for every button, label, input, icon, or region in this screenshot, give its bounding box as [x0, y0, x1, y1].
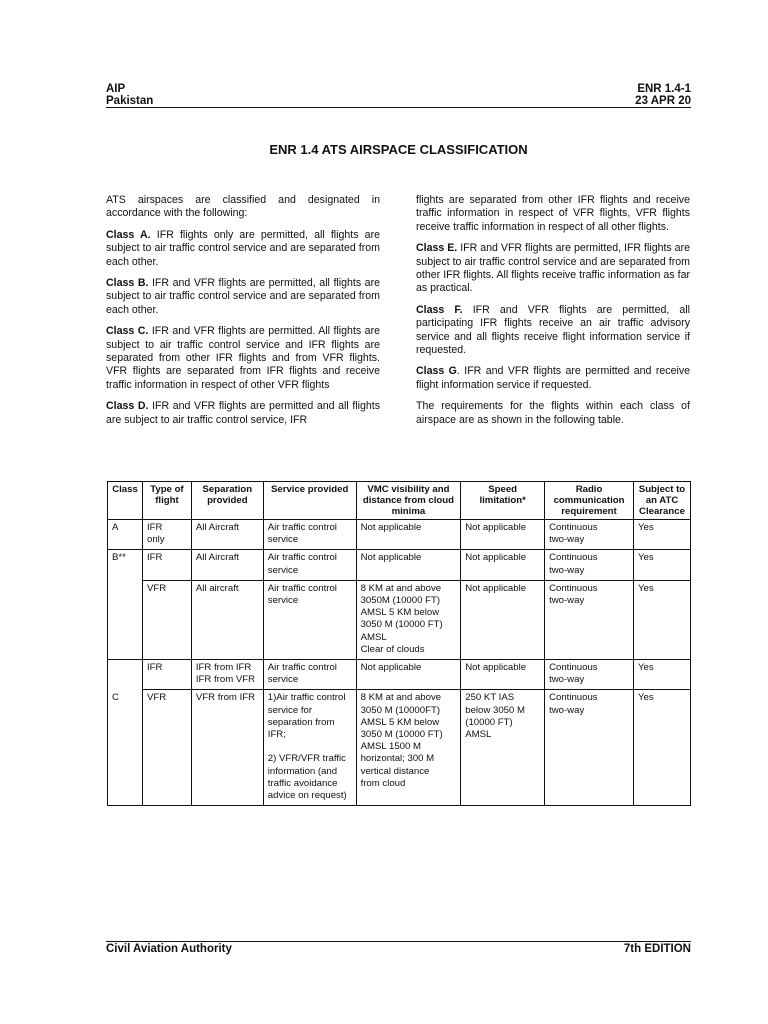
class-b-label: Class B.	[106, 277, 149, 290]
header-type-of-flight: Type of flight	[142, 482, 191, 520]
header-atc-clearance: Subject to an ATC Clearance	[633, 482, 690, 520]
table-row	[108, 690, 691, 806]
cell-service: Air traffic control service	[263, 660, 356, 690]
class-d-text: IFR and VFR flights are permitted and all flights are subject to air traffic control service, IFR	[106, 400, 380, 426]
class-g-label: Class G	[416, 365, 457, 378]
class-b-paragraph	[106, 277, 380, 317]
page-reference: ENR 1.4-1	[637, 83, 691, 95]
class-f-label: Class F.	[416, 303, 463, 316]
cell-radio: Continuous two-way	[545, 520, 634, 550]
header-separation-provided: Separation provided	[191, 482, 263, 520]
cell-clearance: Yes	[633, 660, 690, 690]
class-g-text: . IFR and VFR flights are permitted and receive flight information service if requested.	[416, 365, 691, 391]
header-rule	[106, 107, 691, 108]
cell-type: VFR	[142, 580, 191, 659]
cell-vmc: 8 KM at and above 3050M (10000 FT) AMSL 5 KM below 3050 M (10000 FT) AMSL Clear of clouds	[356, 580, 461, 659]
footer-edition: 7th EDITION	[623, 943, 691, 955]
cell-separation: All Aircraft	[191, 550, 263, 580]
footer-rule	[106, 941, 691, 942]
cell-type: IFR	[142, 660, 191, 690]
table-header-row	[108, 482, 691, 520]
cell-vmc: Not applicable	[356, 550, 461, 580]
table-row	[108, 660, 691, 690]
header-speed-limitation: Speed limitation*	[461, 482, 545, 520]
cell-vmc: Not applicable	[356, 520, 461, 550]
cell-type: VFR	[142, 690, 191, 806]
class-e-text: IFR and VFR flights are permitted, IFR flights are subject to air traffic control service and are separated from other IFR flights. All flights receive traffic information as far as practical.	[416, 242, 690, 295]
header-class: Class	[108, 482, 143, 520]
document-header-left	[106, 83, 153, 107]
page-title: ENR 1.4 ATS AIRSPACE CLASSIFICATION	[269, 142, 528, 157]
cell-class	[108, 580, 143, 659]
cell-clearance: Yes	[633, 520, 690, 550]
class-c-text: IFR and VFR flights are permitted. All flights are subject to air traffic control service and IFR flights are separated from other IFR flights and from VFR flights. VFR flights are separated from IFR flights and receive traffic information in respect of other VFR flights	[106, 325, 380, 391]
cell-class: A	[108, 520, 143, 550]
effective-date: 23 APR 20	[635, 95, 691, 107]
header-vmc-minima: VMC visibility and distance from cloud minima	[356, 482, 461, 520]
cell-radio: Continuous two-way	[545, 660, 634, 690]
cell-speed: Not applicable	[461, 550, 545, 580]
document-header-right	[635, 83, 691, 107]
airspace-classification-table	[107, 481, 691, 806]
class-a-text: IFR flights only are permitted, all flights are subject to air traffic control service and are separated from each other.	[106, 228, 380, 268]
cell-separation: All aircraft	[191, 580, 263, 659]
class-c-label: Class C.	[106, 325, 149, 338]
class-d-continuation: flights are separated from other IFR flights and receive traffic information in respect of VFR flights, VFR flights receive traffic information in respect of all other flights.	[416, 194, 690, 233]
cell-class: B**	[108, 550, 143, 580]
class-e-label: Class E.	[416, 242, 458, 255]
footer-authority: Civil Aviation Authority	[106, 943, 232, 955]
cell-clearance: Yes	[633, 690, 690, 806]
cell-type: IFR only	[142, 520, 191, 550]
cell-class: C	[108, 690, 143, 806]
table-row	[108, 580, 691, 659]
cell-service: Air traffic control service	[263, 580, 356, 659]
class-b-text: IFR and VFR flights are permitted, all flights are subject to air traffic control service and are separated from each other.	[106, 277, 380, 316]
publication-name: AIP	[106, 83, 126, 95]
class-g-paragraph	[416, 365, 690, 392]
cell-radio: Continuous two-way	[545, 550, 634, 580]
class-f-paragraph	[416, 304, 690, 358]
cell-vmc: Not applicable	[356, 660, 461, 690]
class-c-paragraph	[106, 325, 380, 392]
cell-separation: All Aircraft	[191, 520, 263, 550]
class-d-paragraph	[106, 400, 380, 427]
class-d-label: Class D.	[106, 400, 149, 413]
cell-separation: VFR from IFR	[191, 690, 263, 806]
cell-speed: 250 KT IAS below 3050 M (10000 FT) AMSL	[461, 690, 545, 806]
cell-radio: Continuous two-way	[545, 580, 634, 659]
class-f-text: IFR and VFR flights are permitted, all participating IFR flights receive an air traffic advisory service and all flights receive flight information service if requested.	[416, 303, 691, 357]
intro-paragraph: ATS airspaces are classified and designated in accordance with the following:	[106, 194, 380, 220]
cell-class	[108, 660, 143, 690]
cell-vmc: 8 KM at and above 3050 M (10000FT) AMSL 5 KM below 3050 M (10000 FT) AMSL 1500 M horizontal; 300 M vertical distance from cloud	[356, 690, 461, 806]
class-e-paragraph	[416, 242, 690, 296]
class-a-paragraph	[106, 229, 380, 269]
closing-paragraph: The requirements for the flights within each class of airspace are as shown in the following table.	[416, 400, 690, 426]
table-row	[108, 550, 691, 580]
right-text-column	[416, 194, 690, 435]
header-service-provided: Service provided	[263, 482, 356, 520]
cell-service: Air traffic control service	[263, 520, 356, 550]
cell-clearance: Yes	[633, 580, 690, 659]
cell-speed: Not applicable	[461, 520, 545, 550]
header-radio-requirement: Radio communication requirement	[545, 482, 634, 520]
cell-service: 1)Air traffic control service for separation from IFR; 2) VFR/VFR traffic information (and traffic avoidance advice on request)	[263, 690, 356, 806]
cell-separation: IFR from IFR IFR from VFR	[191, 660, 263, 690]
cell-speed: Not applicable	[461, 660, 545, 690]
table-row	[108, 520, 691, 550]
class-a-label: Class A.	[106, 228, 151, 241]
cell-clearance: Yes	[633, 550, 690, 580]
country-name: Pakistan	[106, 95, 154, 107]
cell-speed: Not applicable	[461, 580, 545, 659]
cell-radio: Continuous two-way	[545, 690, 634, 806]
left-text-column	[106, 194, 380, 435]
cell-service: Air traffic control service	[263, 550, 356, 580]
cell-type: IFR	[142, 550, 191, 580]
